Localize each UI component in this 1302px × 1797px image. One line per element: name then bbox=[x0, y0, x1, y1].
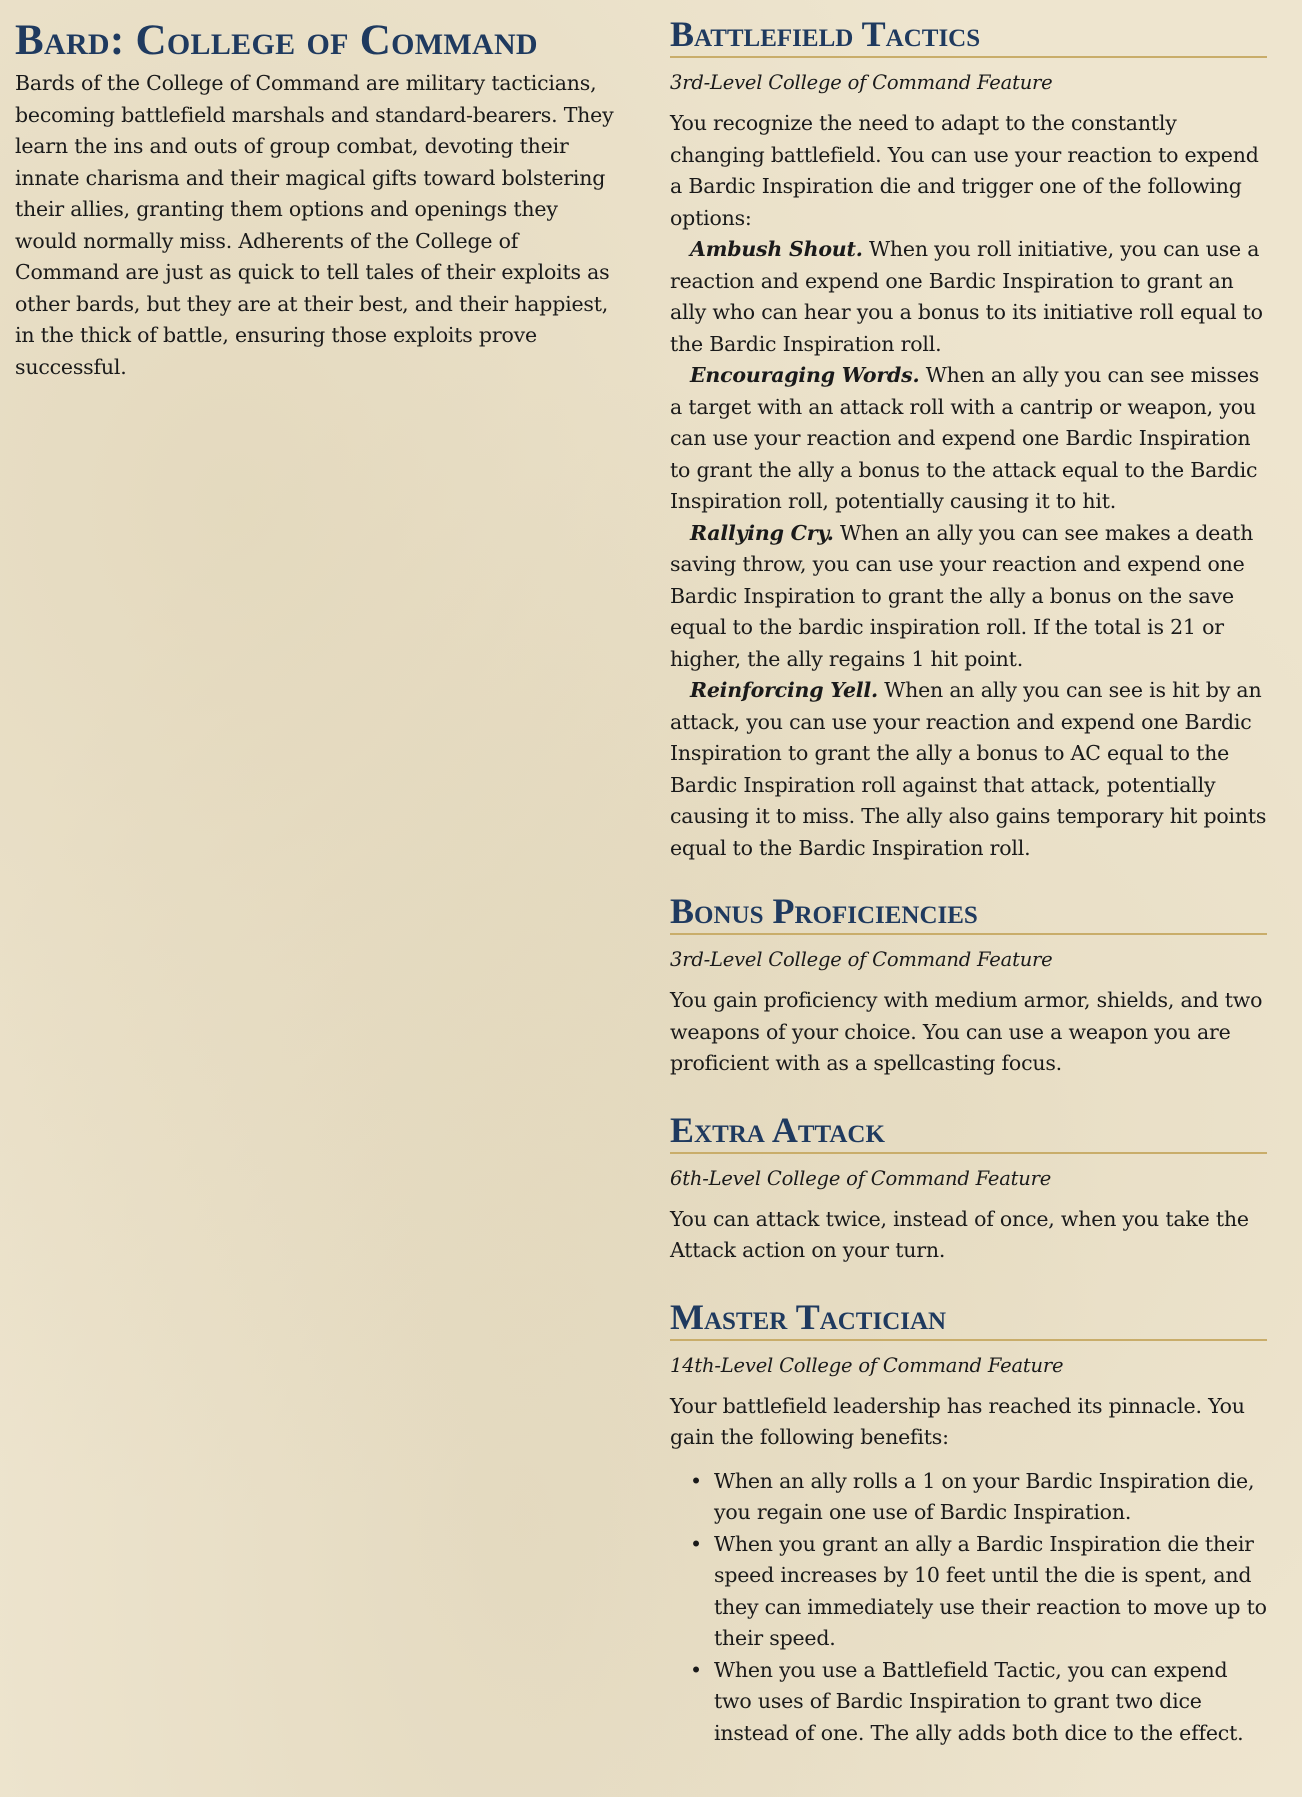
section-body: Your battlefield leadership has reached its pinnacle. You gain the following benefits: bbox=[670, 1393, 1245, 1449]
option-name: Rallying Cry. bbox=[690, 520, 834, 545]
feature-level-subtitle: 3rd-Level College of Command Feature bbox=[670, 948, 1053, 971]
list-item bbox=[690, 1529, 1267, 1655]
right-column bbox=[670, 0, 1267, 1749]
section-extra-attack bbox=[670, 1110, 1267, 1267]
tactic-option-rallying-cry bbox=[670, 518, 1267, 676]
section-body: You recognize the need to adapt to the constantly changing battlefield. You can use your reaction to expend a Bardic Inspiration die and trigger one of the following options: bbox=[670, 111, 1259, 230]
benefits-list bbox=[670, 1466, 1267, 1750]
section-heading: Extra Attack bbox=[670, 1110, 1267, 1154]
feature-level-subtitle: 14th-Level College of Command Feature bbox=[670, 1353, 1064, 1377]
section-body: You can attack twice, instead of once, when you take the Attack action on your turn. bbox=[670, 1206, 1249, 1262]
benefit-text: When an ally rolls a 1 on your Bardic Inspiration die, you regain one use of Bardic Inspiration. bbox=[714, 1468, 1255, 1524]
tactic-option-encouraging-words bbox=[670, 360, 1267, 518]
bullet-icon: • bbox=[690, 1468, 702, 1493]
list-item bbox=[690, 1655, 1267, 1750]
option-text: When an ally you can see misses a target with an attack roll with a cantrip or weapon, you can use your reaction and expend one Bardic Inspiration to grant the ally a bonus to the attack equal to the Bardic Inspiration roll, potentially causing it to hit. bbox=[670, 363, 1260, 513]
section-heading: Battlefield Tactics bbox=[670, 14, 1267, 58]
section-bonus-proficiencies bbox=[670, 891, 1267, 1080]
page-title: Bard: College of Command bbox=[15, 17, 538, 64]
option-text: When an ally you can see makes a death saving throw, you can use your reaction and expend one Bardic Inspiration to grant the ally a bonus on the save equal to the bardic inspiration roll. If the total is 21 or higher, the ally regains 1 hit point. bbox=[670, 520, 1254, 671]
option-name: Reinforcing Yell. bbox=[690, 678, 878, 702]
tactic-option-ambush-shout bbox=[670, 234, 1267, 360]
option-text: When you roll initiative, you can use a reaction and expend one Bardic Inspiration to grant an ally who can hear you a bonus to its initiative roll equal to the Bardic Inspiration roll. bbox=[670, 237, 1263, 356]
section-heading: Master Tactician bbox=[670, 1297, 1267, 1341]
benefit-text: When you use a Battlefield Tactic, you can expend two uses of Bardic Inspiration to grant two dice instead of one. The ally adds both dice to the effect. bbox=[714, 1657, 1244, 1745]
section-battlefield-tactics bbox=[670, 14, 1267, 864]
option-name: Ambush Shout. bbox=[690, 237, 863, 261]
section-heading: Bonus Proficiencies bbox=[670, 891, 1267, 935]
left-column bbox=[15, 0, 615, 383]
intro-paragraph: Bards of the College of Command are military tacticians, becoming battlefield marshals and standard-bearers. They learn the ins and outs of group combat, devoting their innate charisma and their magical gifts toward bolstering their allies, granting them options and openings they would normally miss. Adherents of the College of Command are just as quick to tell tales of their exploits as other bards, but they are at their best, and their happiest, in the thick of battle, ensuring those exploits prove successful. bbox=[15, 71, 614, 379]
bullet-icon: • bbox=[690, 1657, 702, 1682]
benefit-text: When you grant an ally a Bardic Inspiration die their speed increases by 10 feet until the die is spent, and they can immediately use their reaction to move up to their speed. bbox=[714, 1531, 1267, 1650]
option-text: When an ally you can see is hit by an attack, you can use your reaction and expend one Bardic Inspiration to grant the ally a bonus to AC equal to the Bardic Inspiration roll against that attack, potentially causing it to miss. The ally also gains temporary hit points equal to the Bardic Inspiration roll. bbox=[670, 678, 1267, 860]
tactic-option-reinforcing-yell bbox=[670, 675, 1267, 864]
section-body: You gain proficiency with medium armor, shields, and two weapons of your choice. You can use a weapon you are proficient with as a spellcasting focus. bbox=[670, 988, 1263, 1075]
option-name: Encouraging Words. bbox=[690, 363, 920, 387]
feature-level-subtitle: 3rd-Level College of Command Feature bbox=[670, 71, 1053, 94]
feature-level-subtitle: 6th-Level College of Command Feature bbox=[670, 1166, 1052, 1190]
list-item bbox=[690, 1466, 1267, 1529]
section-master-tactician bbox=[670, 1297, 1267, 1750]
bullet-icon: • bbox=[690, 1531, 702, 1556]
